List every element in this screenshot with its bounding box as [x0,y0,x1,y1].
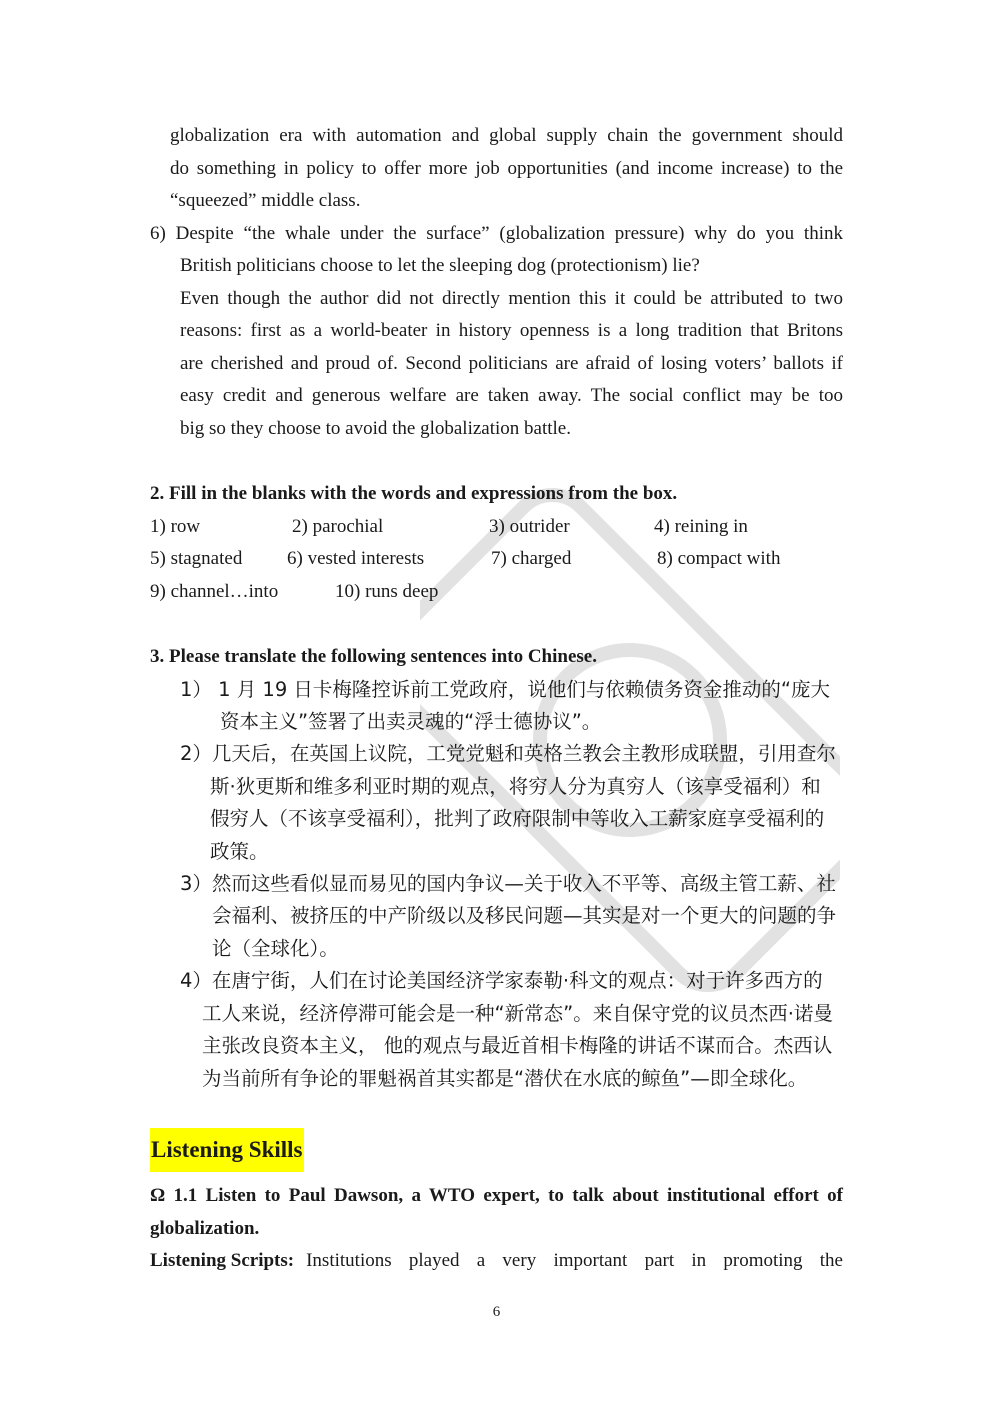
listening-task-line-2: globalization. [150,1218,260,1239]
translation-3-line-1: 3）然而这些看似显而易见的国内争议—关于收入不平等、高级主管工薪、社 [180,872,836,895]
blank-5: 5) stagnated [150,548,243,569]
translation-2-line-1: 2）几天后，在英国上议院，工党党魁和英格兰教会主教形成联盟，引用查尔 [180,742,836,765]
translation-3-line-3: 论（全球化）。 [212,937,339,960]
translation-1-line-2: 资本主义”签署了出卖灵魂的“浮士德协议”。 [220,710,602,733]
answer-6-line-1: Even though the author did not directly mention this it could be attributed to two [180,288,843,309]
blank-10: 10) runs deep [335,581,439,602]
blank-7: 7) charged [491,548,572,569]
listening-task-line-1: Ω 1.1 Listen to Paul Dawson, a WTO expert, to talk about institutional effort of [150,1185,843,1206]
page-number: 6 [492,1304,501,1320]
listening-scripts-text: Institutions played a very important part in promoting the [306,1250,843,1271]
translation-4-line-3: 主张改良资本主义， 他的观点与最近首相卡梅隆的讲话不谋而合。杰西认 [202,1034,833,1057]
blank-2: 2) parochial [292,516,384,537]
listening-scripts-label: Listening Scripts: [150,1250,295,1271]
question-6: 6) Despite “the whale under the surface” (globalization pressure) why do you think [150,223,843,244]
answer-5-line-3: “squeezed” middle class. [170,190,361,211]
translation-3-line-2: 会福利、被挤压的中产阶级以及移民问题—其实是对一个更大的问题的争 [212,904,837,927]
answer-5-line-2: do something in policy to offer more job opportunities (and income increase) to the [170,158,843,179]
question-6-cont: British politicians choose to let the sleeping dog (protectionism) lie? [180,255,700,276]
answer-6-line-2: reasons: first as a world-beater in history openness is a long tradition that Britons [180,320,843,341]
translation-4-line-2: 工人来说，经济停滞可能会是一种“新常态”。来自保守党的议员杰西·诺曼 [202,1002,833,1025]
section-2-heading: 2. Fill in the blanks with the words and expressions from the box. [150,483,678,504]
blank-4: 4) reining in [654,516,748,537]
translation-4-line-1: 4）在唐宁街，人们在讨论美国经济学家泰勒·科文的观点：对于许多西方的 [180,969,823,992]
translation-2-line-3: 假穷人（不该享受福利），批判了政府限制中等收入工薪家庭享受福利的 [210,807,825,830]
translation-2-line-2: 斯·狄更斯和维多利亚时期的观点，将穷人分为真穷人（该享受福利）和 [210,775,821,798]
answer-6-line-4: easy credit and generous welfare are taken away. The social conflict may be too [180,385,843,406]
translation-2-line-4: 政策。 [210,840,269,863]
listening-skills-heading: Listening Skills [151,1137,303,1162]
listening-scripts-line [150,1245,843,1277]
translation-1-line-1: 1） 1 月 19 日卡梅隆控诉前工党政府，说他们与依赖债务资金推动的“庞大 [180,678,831,701]
answer-6-line-3: are cherished and proud of. Second politicians are afraid of losing voters’ ballots if [180,353,843,374]
blank-9: 9) channel…into [150,581,279,602]
translation-4-line-4: 为当前所有争论的罪魁祸首其实都是“潜伏在水底的鲸鱼”—即全球化。 [202,1067,808,1090]
blank-3: 3) outrider [489,516,570,537]
blank-1: 1) row [150,516,201,537]
answer-5-line-1: globalization era with automation and global supply chain the government should [170,125,843,146]
section-3-heading: 3. Please translate the following sentences into Chinese. [150,646,597,667]
answer-6-line-5: big so they choose to avoid the globalization battle. [180,418,571,439]
blank-6: 6) vested interests [287,548,425,569]
blank-8: 8) compact with [657,548,781,569]
